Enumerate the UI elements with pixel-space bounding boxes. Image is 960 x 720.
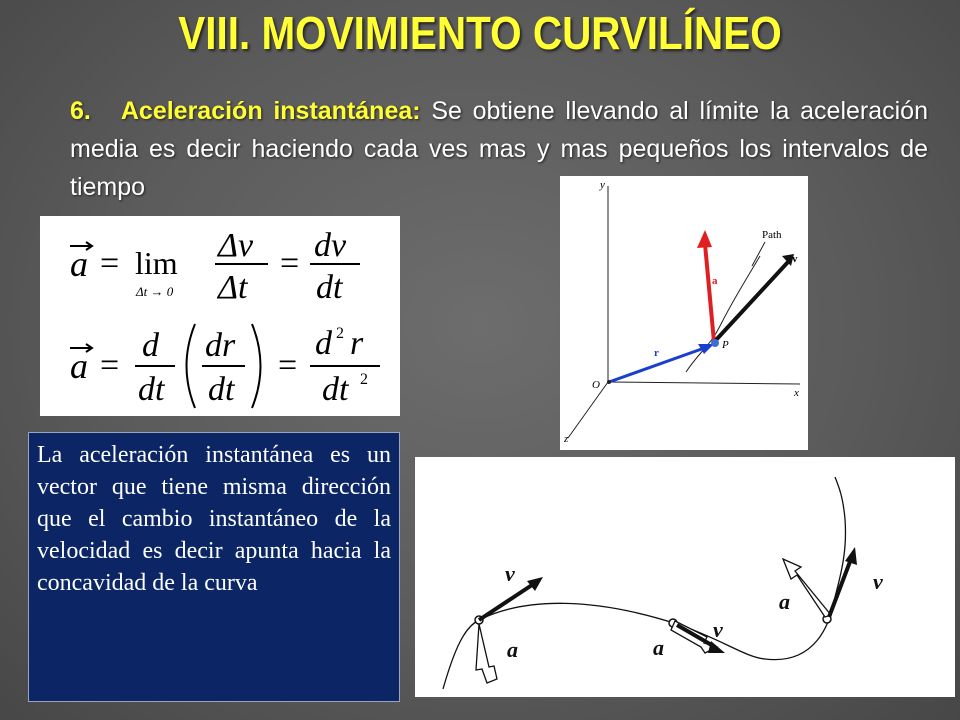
svg-text:=: = [100,245,120,282]
svg-text:dt: dt [208,371,235,408]
axis-y-label: y [600,179,605,191]
formula2-d: d [142,327,159,364]
curve-label-v3: v [873,569,883,594]
formula2-dt: dt [138,371,165,408]
formula1-lim: lim [135,245,178,281]
formula-svg [40,216,400,416]
svg-text:=: = [278,347,298,384]
formula2-dt2: dt [322,371,349,408]
section-text: Se obtiene llevando al límite la aceleración media es decir haciendo cada ves mas y mas pequeños los intervalos de tiempo [70,97,928,201]
formula-box [40,216,400,416]
formula1-num1: Δv [218,227,254,264]
path-label: Path [762,229,782,241]
formula1-num2: dv [314,227,347,264]
origin-label: O [592,379,600,391]
curve-vectors-svg [415,457,955,697]
v-vector-label: v [792,253,798,265]
point-p-label: P [722,339,729,351]
svg-text:=: = [280,245,300,282]
axis-z-label: z [564,433,569,445]
curve-label-v2: v [713,617,723,642]
curve-label-a3: a [779,589,790,614]
r-vector-label: r [654,347,659,359]
path-vectors-figure [560,176,808,450]
description-box: La aceleración instantánea es un vector que tiene misma dirección que el cambio instantáneo de la velocidad es decir apunta hacia la concavidad de la curva [28,432,400,702]
a-vector-label: a [712,275,718,287]
formula1-den2: dt [316,269,343,306]
section-heading: Aceleración instantánea: [120,97,421,125]
formula1-lhs: a [70,244,88,284]
curve-vectors-figure [415,457,955,697]
formula2-d2: d [315,325,332,362]
formula2-dr: dr [205,327,236,364]
curve-label-a2: a [653,635,664,660]
formula2-r: r [350,325,364,362]
formula2-lhs: a [70,346,88,386]
axis-x-label: x [794,387,799,399]
path-vectors-svg [560,176,808,450]
section-number: 6. [70,97,91,125]
formula1-den1: Δt [218,269,248,306]
curve-label-v1: v [505,561,515,586]
curve-label-a1: a [507,637,518,662]
formula2-sup2: 2 [360,371,368,388]
svg-text:=: = [100,347,120,384]
slide-title: VIII. MOVIMIENTO CURVILÍNEO [178,7,782,59]
formula1-sub: Δt → 0 [136,284,174,299]
formula2-sup: 2 [336,325,344,342]
